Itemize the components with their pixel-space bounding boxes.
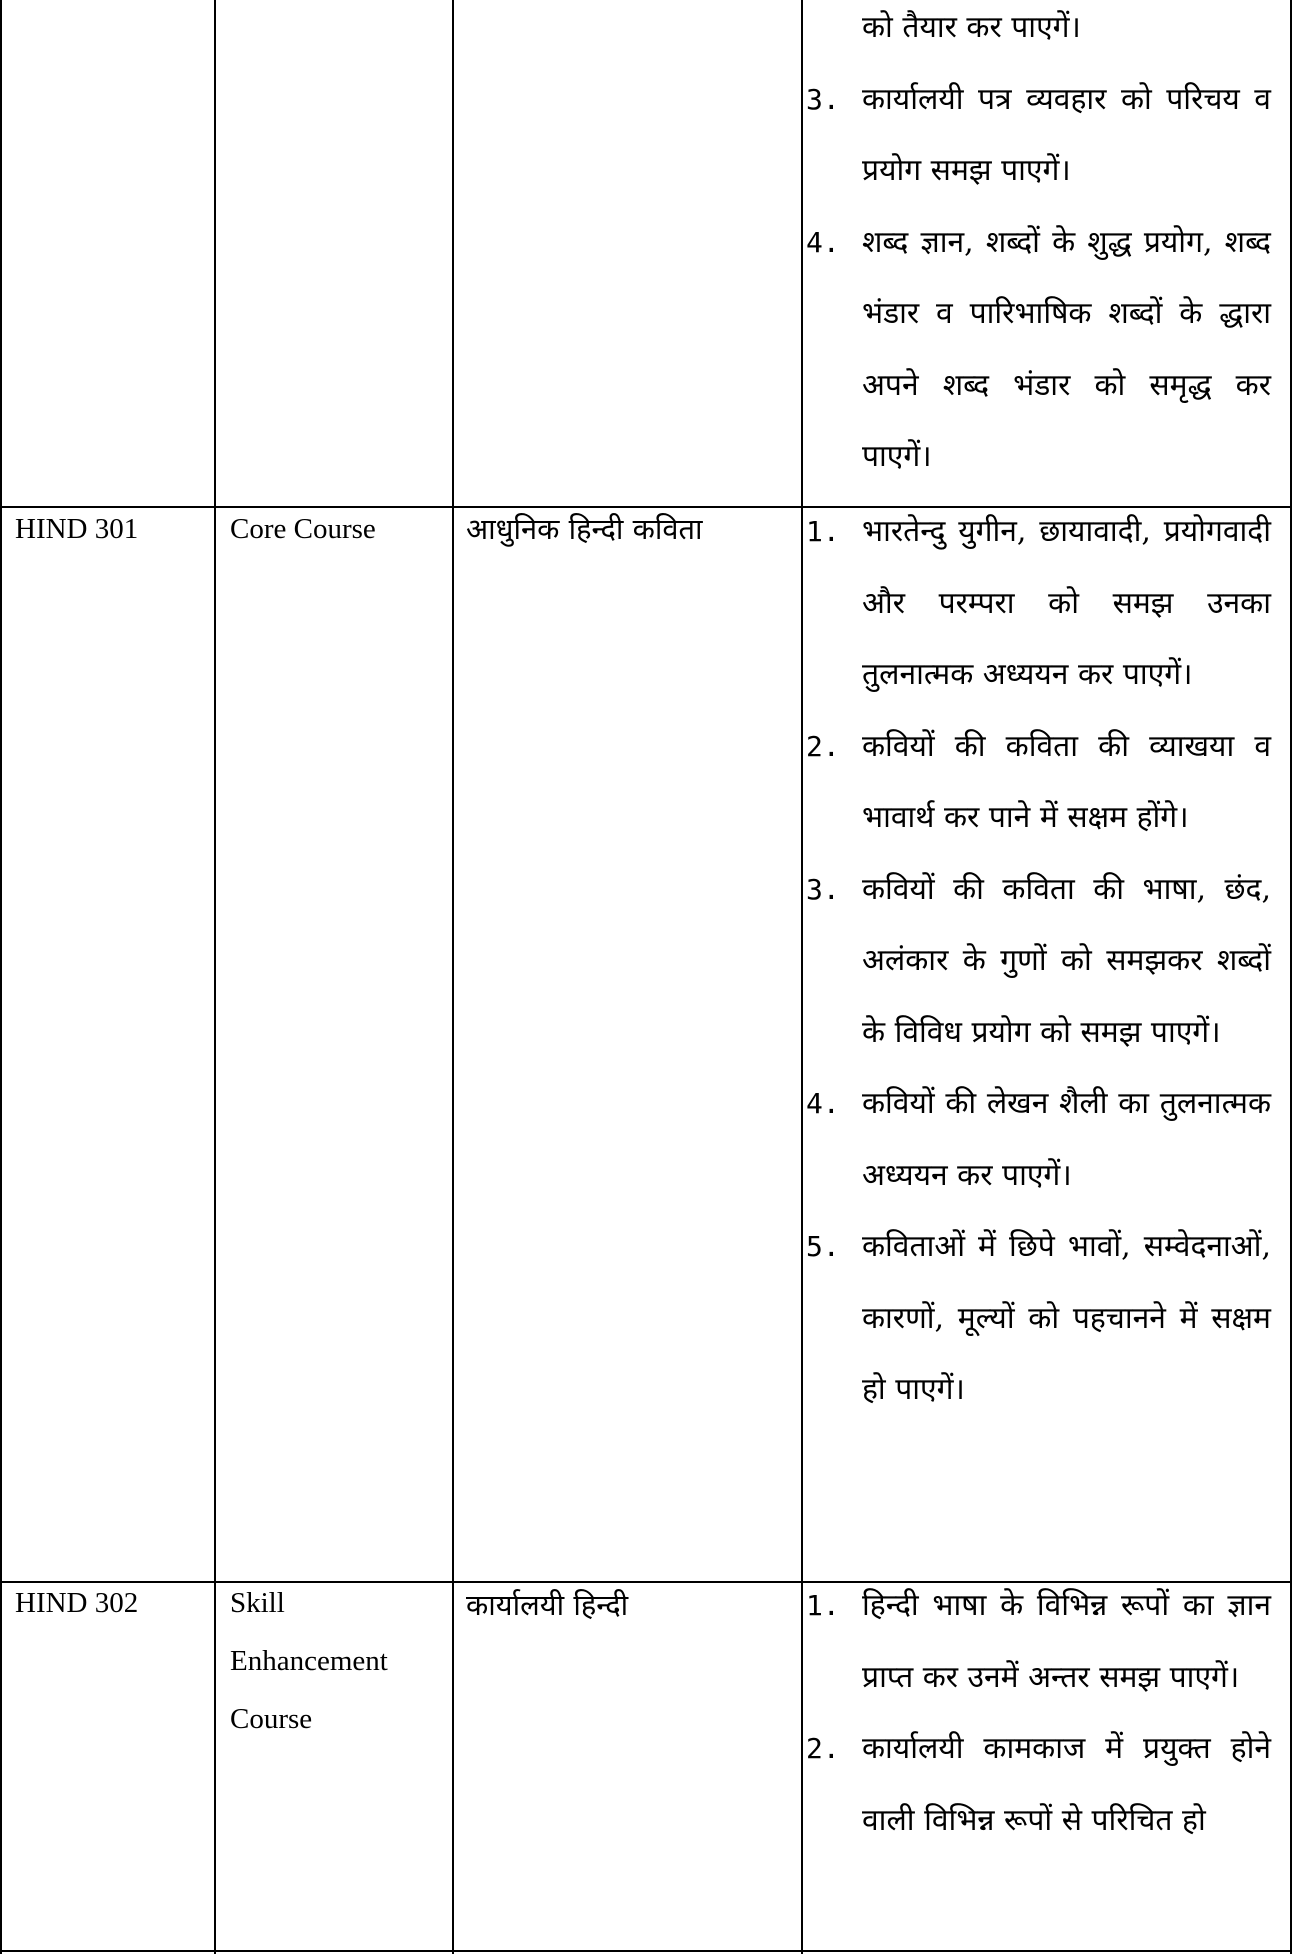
table-column-divider (801, 0, 803, 1954)
course-type: Skill Enhancement Course (230, 1587, 388, 1735)
outcome-number: 4. (806, 1087, 840, 1120)
outcome-number: 1. (806, 515, 840, 548)
table-column-divider (452, 0, 454, 1954)
outcome-text: शब्द ज्ञान, शब्दों के शुद्ध प्रयोग, शब्द भंडार व पारिभाषिक शब्दों के द्धारा अपने शब्द भंडार को समृद्ध कर पाएगें। (862, 224, 1271, 474)
outcome-number: 2. (806, 729, 840, 763)
outcome-text: कवियों की कविता की व्याखया व भावार्थ कर पाने में सक्षम होंगे। (862, 728, 1271, 835)
list-item (806, 1570, 1271, 1713)
course-outcomes (806, 496, 1271, 1426)
list-item (806, 496, 1271, 711)
outcome-number: 1. (806, 1589, 840, 1622)
outcome-text: को तैयार कर पाएगें। (862, 10, 1081, 45)
course-title: आधुनिक हिन्दी कविता (466, 512, 703, 546)
table-column-divider (214, 0, 216, 1954)
list-item-continuation (806, 0, 1271, 64)
outcome-text: कवियों की कविता की भाषा, छंद, अलंकार के गुणों को समझकर शब्दों के विविध प्रयोग को समझ पाएगें। (862, 871, 1271, 1050)
table-border-right (1290, 0, 1292, 1954)
course-outcomes (806, 1570, 1271, 1856)
outcome-text: कार्यालयी कामकाज में प्रयुक्त होने वाली विभिन्न रूपों से परिचित हो (862, 1731, 1271, 1838)
list-item (806, 1713, 1271, 1856)
outcome-text: कवियों की लेखन शैली का तुलनात्मक अध्ययन कर पाएगें। (862, 1086, 1271, 1193)
course-type: Core Course (230, 513, 376, 545)
list-item (806, 64, 1271, 207)
course-code: HIND 301 (15, 513, 139, 545)
outcome-text: कार्यालयी पत्र व्यवहार को परिचय व प्रयोग समझ पाएगें। (862, 81, 1271, 188)
list-item (806, 1211, 1271, 1426)
table-border-bottom (0, 1950, 1292, 1952)
outcome-number: 2. (806, 1732, 840, 1765)
list-item (806, 207, 1271, 493)
outcomes-continuation (806, 0, 1271, 493)
list-item (806, 1068, 1271, 1211)
outcome-number: 4. (806, 225, 840, 259)
course-code: HIND 302 (15, 1587, 139, 1619)
list-item (806, 854, 1271, 1069)
outcome-number: 3. (806, 872, 840, 906)
outcome-text: हिन्दी भाषा के विभिन्न रूपों का ज्ञान प्राप्त कर उनमें अन्तर समझ पाएगें। (862, 1588, 1271, 1695)
outcome-number: 5. (806, 1230, 840, 1263)
outcome-text: कविताओं में छिपे भावों, सम्वेदनाओं, कारणों, मूल्यों को पहचानने में सक्षम हो पाएगें। (862, 1229, 1271, 1407)
list-item (806, 711, 1271, 854)
table-border-left (0, 0, 2, 1954)
outcome-number: 3. (806, 82, 840, 116)
outcome-text: भारतेन्दु युगीन, छायावादी, प्रयोगवादी और परम्परा को समझ उनका तुलनात्मक अध्ययन कर पाएगें। (862, 514, 1271, 692)
course-title: कार्यालयी हिन्दी (466, 1588, 629, 1622)
